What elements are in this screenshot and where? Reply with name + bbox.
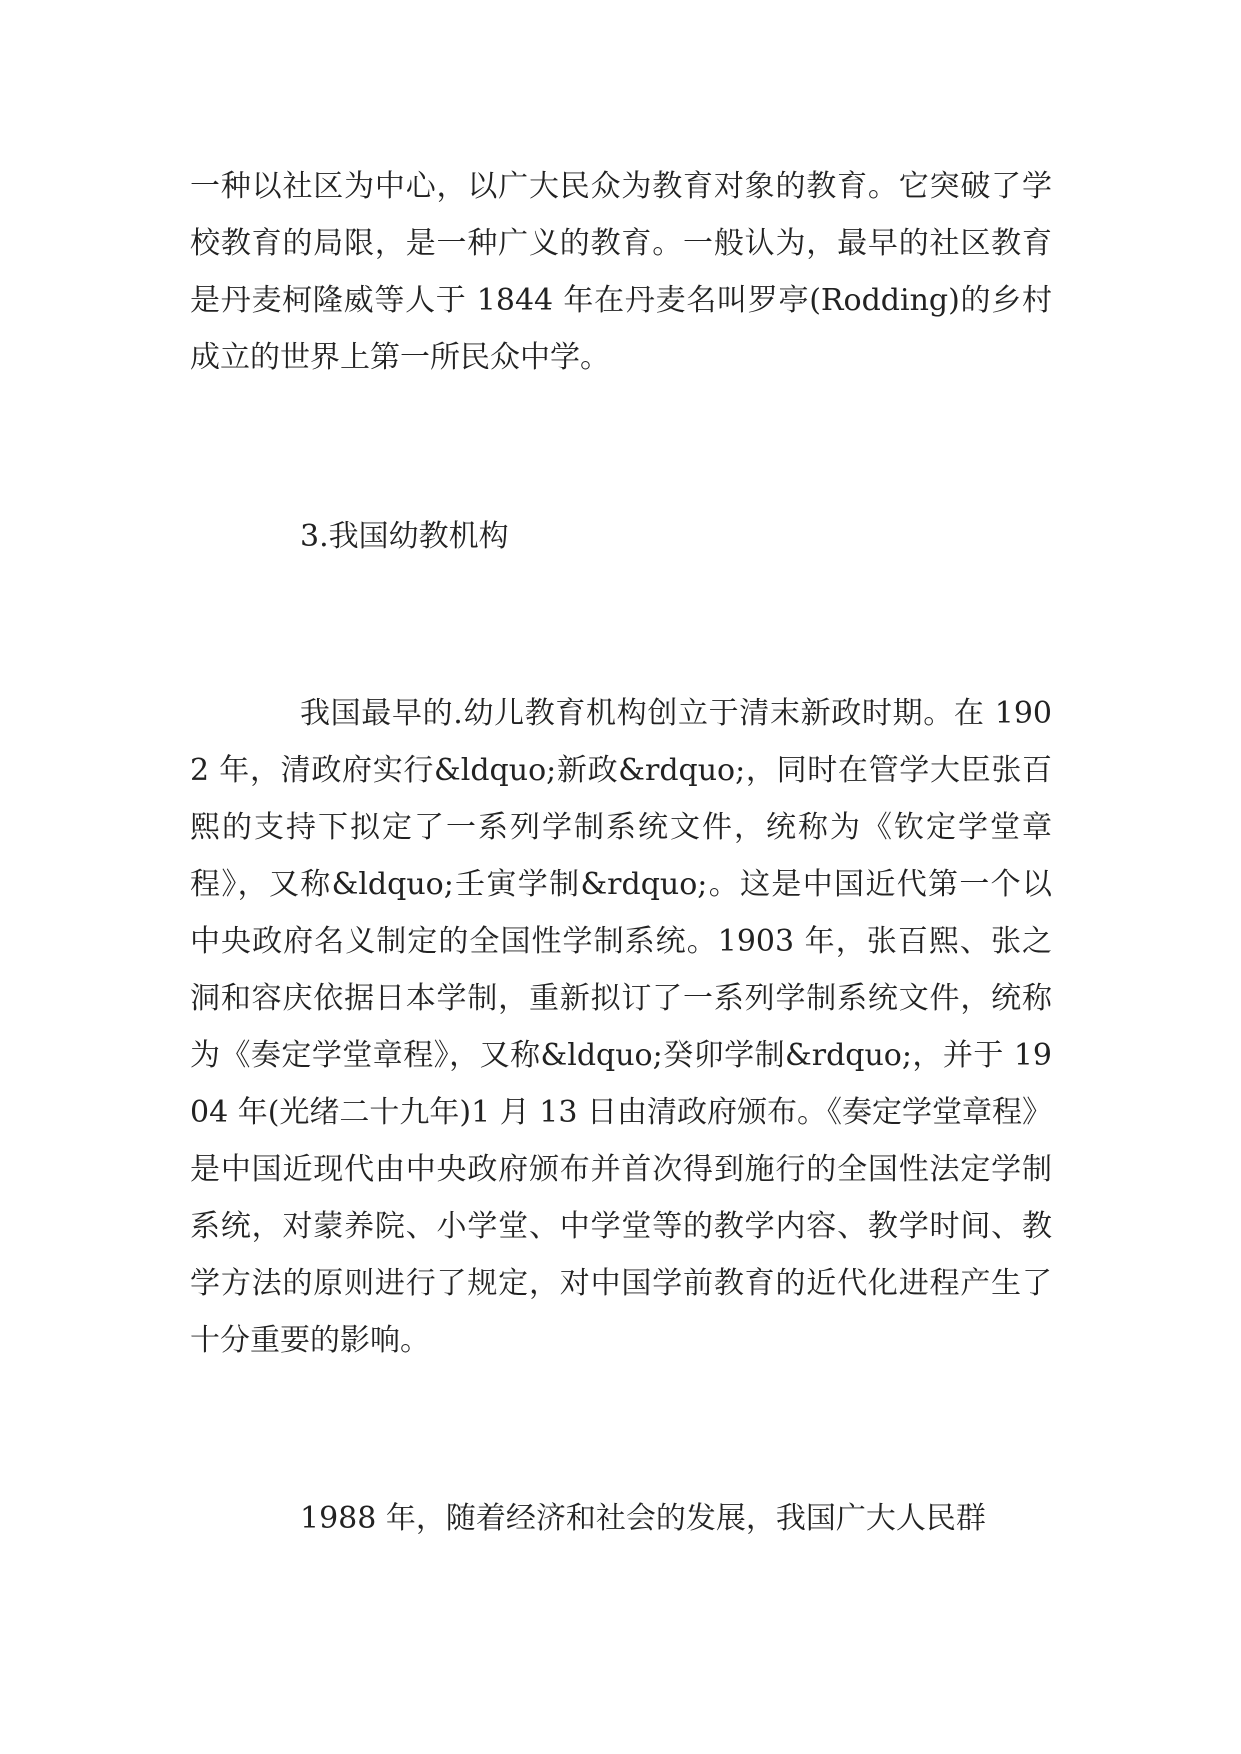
- section-heading: 3.我国幼教机构: [300, 519, 509, 554]
- paragraph-1988: 1988 年，随着经济和社会的发展，我国广大人民群: [300, 1501, 986, 1536]
- paragraph-early-institutions: 我国最早的.幼儿教育机构创立于清末新政时期。在 1902 年，清政府实行&ldquo;新政&rdquo;，同时在管学大臣张百熙的支持下拟定了一系列学制系统文件，统称为《钦定学堂章程》，又称&ldquo;壬寅学制&rdquo;。这是中国近代第一个以中央政府名义制定的全国性学制系统。1903 年，张百熙、张之洞和容庆依据日本学制，重新拟订了一系列学制系统文件，统称为《奏定学堂章程》，又称&ldquo;癸卯学制&rdquo;，并于 1904 年(光绪二十九年)1 月 13 日由清政府颁布。《奏定学堂章程》是中国近现代由中央政府颁布并首次得到施行的全国性法定学制系统，对蒙养院、小学堂、中学堂等的教学内容、教学时间、教学方法的原则进行了规定，对中国学前教育的近代化进程产生了十分重要的影响。: [190, 696, 1052, 1358]
- paragraph-community-education: 一种以社区为中心，以广大民众为教育对象的教育。它突破了学校教育的局限，是一种广义的教育。一般认为，最早的社区教育是丹麦柯隆威等人于 1844 年在丹麦名叫罗亭(Rodding)的乡村成立的世界上第一所民众中学。: [190, 169, 1052, 375]
